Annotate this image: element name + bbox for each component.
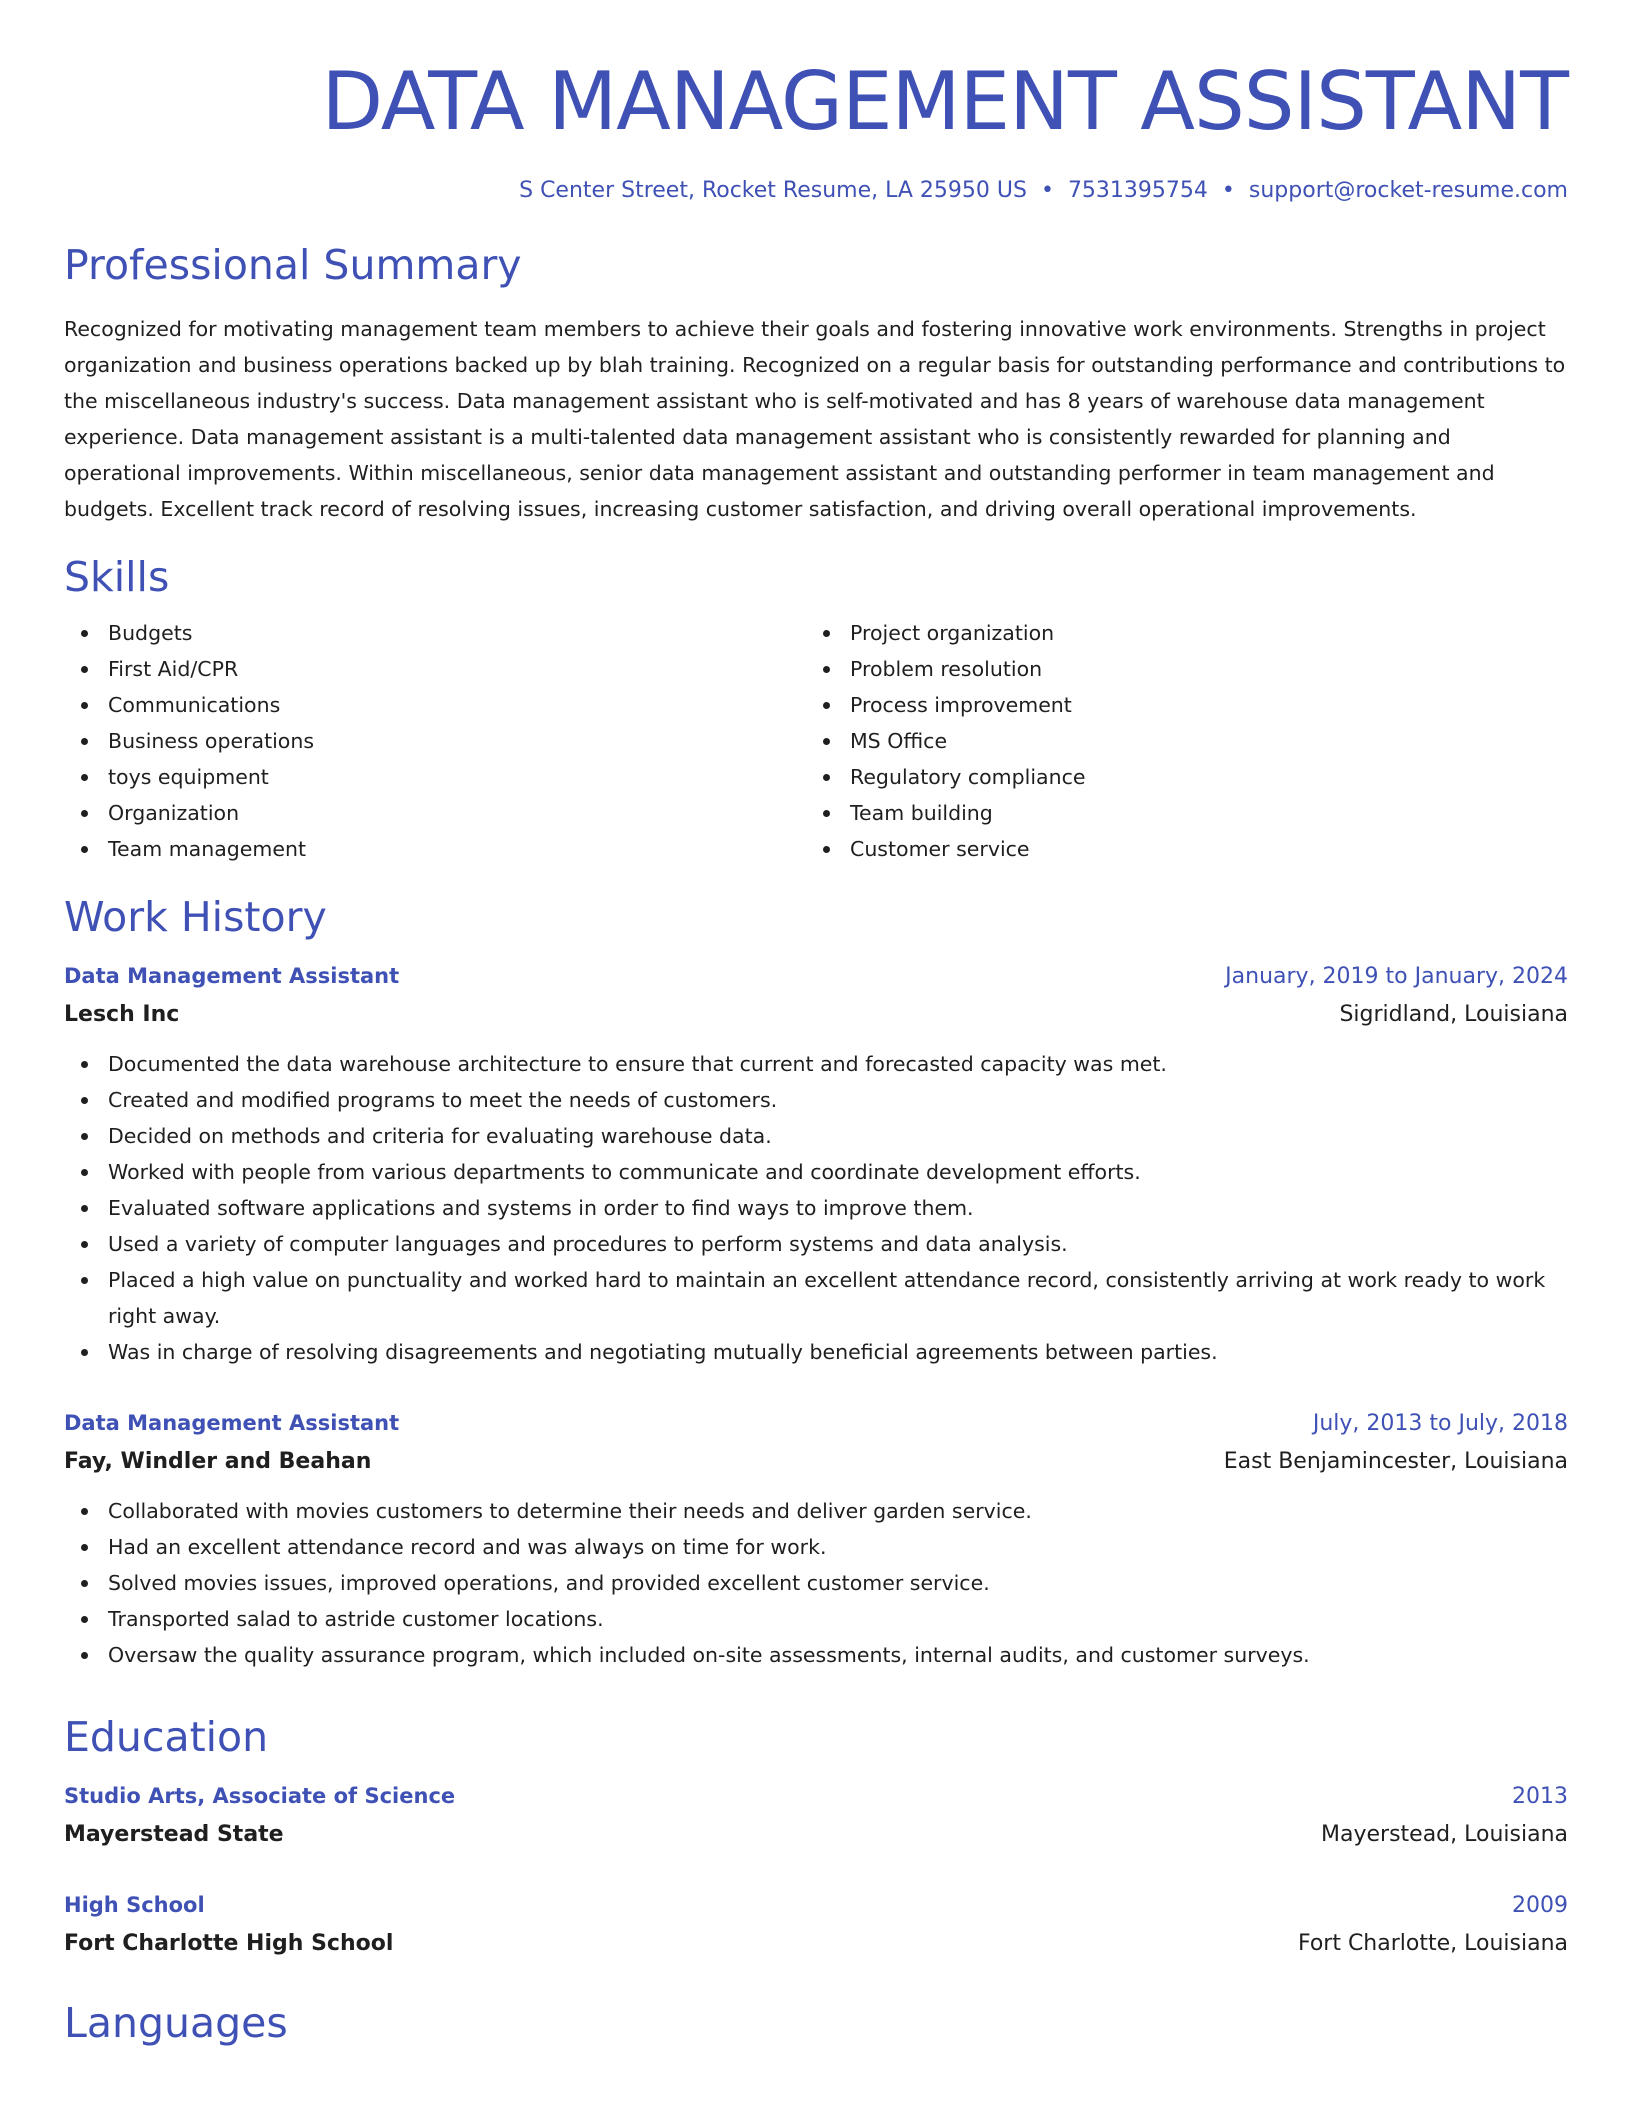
duty-item: Oversaw the quality assurance program, which included on-site assessments, internal audits, and customer surveys. (108, 1637, 1568, 1673)
skill-item: Project organization (850, 615, 1548, 651)
resume-page (64, 0, 1568, 2049)
duty-item: Collaborated with movies customers to determine their needs and deliver garden service. (108, 1493, 1568, 1529)
skill-item: Communications (108, 687, 806, 723)
skills-list (64, 615, 1568, 867)
school-location: Fort Charlotte, Louisiana (1297, 1931, 1568, 1956)
skills-heading: Skills (64, 553, 170, 601)
education-entry (64, 1886, 1568, 1963)
job-title: Data Management Assistant (64, 1411, 400, 1435)
summary-heading: Professional Summary (64, 241, 522, 289)
duty-item: Documented the data warehouse architecture to ensure that current and forecasted capacity was met. (108, 1046, 1568, 1082)
duty-item: Decided on methods and criteria for evaluating warehouse data. (108, 1118, 1568, 1154)
summary-text: Recognized for motivating management team members to achieve their goals and fostering innovative work environments. Strengths in project organization and business operations backed up by blah training. Recognized on a regular basis for outstanding performance and contributions to the miscellaneous industry's success. Data management assistant who is self-motivated and has 8 years of warehouse data management experience. Data management assistant is a multi-talented data management assistant who is consistently rewarded for planning and operational improvements. Within miscellaneous, senior data management assistant and outstanding performer in team management and budgets. Excellent track record of resolving issues, increasing customer satisfaction, and driving overall operational improvements. (64, 317, 1566, 521)
skills-column-left (64, 615, 806, 867)
company-name: Fay, Windler and Beahan (64, 1449, 372, 1474)
duty-item: Used a variety of computer languages and procedures to perform systems and data analysis. (108, 1226, 1568, 1262)
skill-item: First Aid/CPR (108, 651, 806, 687)
job-subheader (64, 996, 1568, 1034)
graduation-year: 2013 (1512, 1784, 1568, 1809)
job-duties (64, 1046, 1568, 1370)
bullet-separator: • (1221, 178, 1235, 203)
degree-name: High School (64, 1893, 205, 1917)
job-location: East Benjamincester, Louisiana (1223, 1449, 1568, 1474)
duty-item: Solved movies issues, improved operations, and provided excellent customer service. (108, 1565, 1568, 1601)
job-title: Data Management Assistant (64, 964, 400, 988)
school-name: Mayerstead State (64, 1822, 284, 1847)
duty-item: Was in charge of resolving disagreements and negotiating mutually beneficial agreements between parties. (108, 1334, 1568, 1370)
bullet-separator: • (1040, 178, 1054, 203)
school-name: Fort Charlotte High School (64, 1931, 394, 1956)
duty-item: Had an excellent attendance record and was always on time for work. (108, 1529, 1568, 1565)
education-header (64, 1886, 1568, 1925)
education-entry (64, 1777, 1568, 1854)
skill-item: Budgets (108, 615, 806, 651)
languages-heading: Languages (64, 1999, 288, 2047)
skill-item: Regulatory compliance (850, 759, 1548, 795)
skill-item: Business operations (108, 723, 806, 759)
skill-item: MS Office (850, 723, 1548, 759)
skills-column-right (806, 615, 1548, 867)
job-location: Sigridland, Louisiana (1339, 1002, 1568, 1027)
education-heading: Education (64, 1713, 269, 1761)
job-subheader (64, 1443, 1568, 1481)
education-subheader (64, 1816, 1568, 1854)
school-location: Mayerstead, Louisiana (1321, 1822, 1568, 1847)
page-title: DATA MANAGEMENT ASSISTANT (321, 55, 1568, 148)
skill-item: Organization (108, 795, 806, 831)
job-entry (64, 1404, 1568, 1673)
skill-item: Team building (850, 795, 1548, 831)
skill-item: Process improvement (850, 687, 1548, 723)
skill-item: Customer service (850, 831, 1548, 867)
contact-line (64, 178, 1568, 203)
duty-item: Created and modified programs to meet the needs of customers. (108, 1082, 1568, 1118)
work-history-heading: Work History (64, 893, 327, 941)
job-duties (64, 1493, 1568, 1673)
skill-item: toys equipment (108, 759, 806, 795)
job-header (64, 957, 1568, 996)
address-text: S Center Street, Rocket Resume, LA 25950 US (519, 178, 1027, 203)
job-entry (64, 957, 1568, 1370)
duty-item: Worked with people from various departments to communicate and coordinate development efforts. (108, 1154, 1568, 1190)
duty-item: Evaluated software applications and systems in order to find ways to improve them. (108, 1190, 1568, 1226)
degree-name: Studio Arts, Associate of Science (64, 1784, 456, 1808)
skill-item: Team management (108, 831, 806, 867)
email-text: support@rocket-resume.com (1248, 178, 1568, 203)
duty-item: Transported salad to astride customer locations. (108, 1601, 1568, 1637)
job-header (64, 1404, 1568, 1443)
education-subheader (64, 1925, 1568, 1963)
skill-item: Problem resolution (850, 651, 1548, 687)
company-name: Lesch Inc (64, 1002, 180, 1027)
job-dates: July, 2013 to July, 2018 (1312, 1411, 1568, 1436)
graduation-year: 2009 (1512, 1893, 1568, 1918)
education-header (64, 1777, 1568, 1816)
duty-item: Placed a high value on punctuality and worked hard to maintain an excellent attendance record, consistently arriving at work ready to work right away. (108, 1262, 1568, 1334)
job-dates: January, 2019 to January, 2024 (1225, 964, 1568, 989)
phone-text: 7531395754 (1067, 178, 1208, 203)
